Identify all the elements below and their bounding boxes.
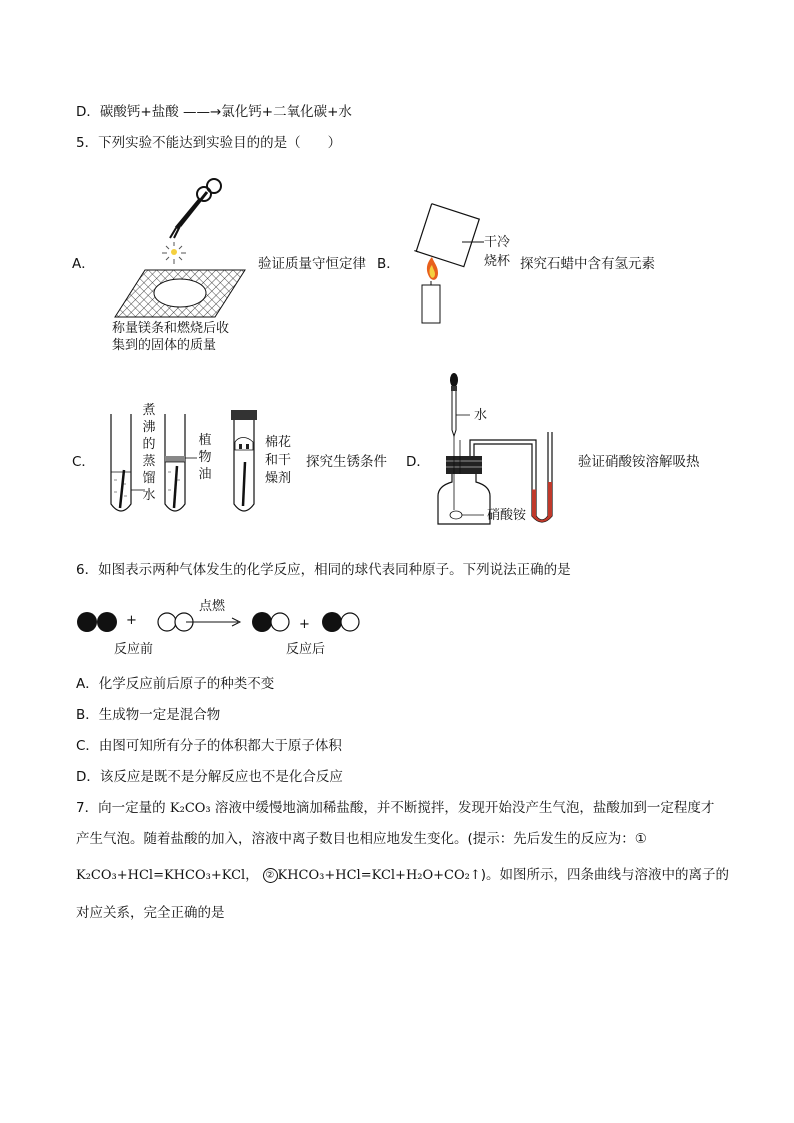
q5-b-apparatus-figure bbox=[410, 203, 490, 328]
q5-c-label-water: 煮 沸 的 蒸 馏 水 bbox=[142, 403, 156, 503]
q5-a-caption-line1: 称量镁条和燃烧后收 bbox=[112, 321, 230, 336]
q7-line-3 bbox=[76, 866, 729, 885]
q6-plus-1: + bbox=[126, 613, 137, 628]
q5-a-apparatus-figure bbox=[110, 172, 250, 322]
q5-b-label-line2: 烧杯 bbox=[484, 254, 511, 269]
q6-option-c: C．由图可知所有分子的体积都大于原子体积 bbox=[76, 738, 342, 754]
q7-line-4: 对应关系，完全正确的是 bbox=[76, 905, 225, 921]
q7-line-3-tail: )。如图所示，四条曲线与溶液中的离子的 bbox=[480, 867, 730, 883]
q6-option-b: B．生成物一定是混合物 bbox=[76, 707, 221, 723]
q5-a-caption-line2: 集到的固体的质量 bbox=[112, 338, 217, 353]
q5-b-leader-line bbox=[462, 240, 486, 244]
q7-line-1-a: 7．向一定量的 bbox=[76, 800, 170, 816]
q5-c-apparatus-figure bbox=[105, 400, 265, 520]
q6-option-d: D．该反应是既不是分解反应也不是化合反应 bbox=[76, 769, 343, 785]
q5-option-b-letter: B． bbox=[377, 256, 400, 272]
q5-c-label-cotton-line2: 和干 bbox=[265, 453, 292, 468]
q7-line-1-b: 溶液中缓慢地滴加稀盐酸，并不断搅拌，发现开始没产生气泡，盐酸加到一定程度才 bbox=[210, 800, 715, 816]
q5-option-d-text: 验证硝酸铵溶解吸热 bbox=[578, 454, 700, 470]
q5-option-d-letter: D． bbox=[406, 454, 430, 470]
q5-c-label-cotton-line3: 燥剂 bbox=[265, 471, 292, 486]
q7-line-2: 产生气泡。随着盐酸的加入，溶液中离子数目也相应地发生变化。(提示：先后发生的反应为：① bbox=[76, 831, 647, 847]
q7-circle-2: ② bbox=[263, 868, 278, 883]
q6-option-a: A．化学反应前后原子的种类不变 bbox=[76, 676, 275, 692]
q7-equation-2: KHCO₃+HCl=KCl+H₂O+CO₂↑ bbox=[277, 868, 481, 883]
q5-b-label-line1: 干冷 bbox=[484, 235, 511, 250]
q4-option-d: D．碳酸钙+盐酸 ——→氯化钙+二氧化碳+水 bbox=[76, 104, 352, 120]
q5-option-c-letter: C． bbox=[72, 454, 95, 470]
q6-after-label: 反应后 bbox=[286, 642, 326, 657]
q7-equation-1: K₂CO₃+HCl=KHCO₃+KCl， bbox=[76, 868, 259, 883]
q7-line-1 bbox=[76, 799, 714, 818]
q6-reaction-arrow bbox=[186, 616, 242, 628]
q5-c-label-cotton-line1: 棉花 bbox=[265, 435, 292, 450]
q5-d-label-salt: 硝酸铵 bbox=[487, 508, 527, 523]
q6-stem: 6．如图表示两种气体发生的化学反应，相同的球代表同种原子。下列说法正确的是 bbox=[76, 562, 571, 578]
q5-option-a-text: 验证质量守恒定律 bbox=[258, 256, 366, 272]
q5-d-label-water: 水 bbox=[474, 408, 488, 423]
q6-condition: 点燃 bbox=[199, 599, 226, 614]
q5-option-b-text: 探究石蜡中含有氢元素 bbox=[520, 256, 655, 272]
q5-d-apparatus-figure bbox=[432, 370, 582, 530]
q5-c-label-oil: 植 物 油 bbox=[198, 433, 212, 482]
q6-before-label: 反应前 bbox=[114, 642, 154, 657]
q6-plus-2: + bbox=[299, 617, 310, 632]
q5-option-a-letter: A． bbox=[72, 256, 95, 272]
q7-line-1-formula: K₂CO₃ bbox=[169, 801, 211, 816]
q5-option-c-text: 探究生锈条件 bbox=[306, 454, 387, 470]
q5-stem: 5．下列实验不能达到实验目的的是（ ） bbox=[76, 135, 342, 151]
